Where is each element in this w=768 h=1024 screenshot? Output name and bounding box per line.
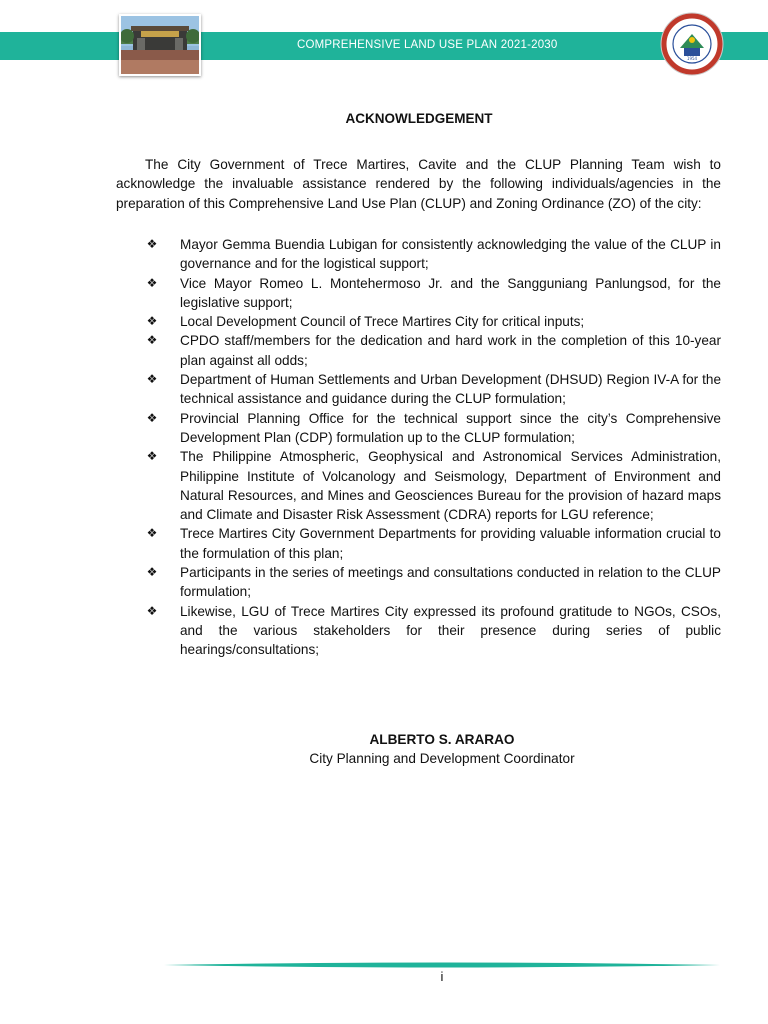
list-item-text: Likewise, LGU of Trece Martires City expressed its profound gratitude to NGOs, CSOs, and the various stakeholders for their presence during series of public hearings/consultations; <box>180 603 721 658</box>
diamond-bullet-icon: ❖ <box>146 314 158 329</box>
header-title: COMPREHENSIVE LAND USE PLAN 2021-2030 <box>297 39 558 51</box>
city-seal-icon <box>660 12 724 76</box>
list-item-text: Department of Human Settlements and Urban Development (DHSUD) Region IV-A for the technical assistance and guidance during the CLUP formulation; <box>180 372 721 407</box>
diamond-bullet-icon: ❖ <box>146 372 158 387</box>
list-item <box>116 602 721 660</box>
page-number: i <box>440 969 444 984</box>
document-title: ACKNOWLEDGEMENT <box>345 111 493 126</box>
footer-divider <box>164 956 720 964</box>
list-item-text: Participants in the series of meetings and consultations conducted in relation to the CLUP formulation; <box>180 565 721 600</box>
list-item-text: The Philippine Atmospheric, Geophysical and Astronomical Services Administration, Philippine Institute of Volcanology and Seismology, Department of Environment and Natural Resources, and Mines and Geosciences Bureau for the provision of hazard maps and Climate and Disaster Risk Assessment (CDRA) reports for LGU reference; <box>180 449 721 523</box>
diamond-bullet-icon: ❖ <box>146 275 158 290</box>
acknowledgement-list <box>116 235 721 660</box>
list-item <box>116 370 721 409</box>
list-item <box>116 524 721 563</box>
signatory-name: ALBERTO S. ARARAO <box>369 732 515 747</box>
diamond-bullet-icon: ❖ <box>146 237 158 251</box>
list-item <box>116 409 721 448</box>
list-item-text: Local Development Council of Trece Martires City for critical inputs; <box>180 314 585 330</box>
intro-paragraph: The City Government of Trece Martires, Cavite and the CLUP Planning Team wish to acknowledge the invaluable assistance rendered by the following individuals/agencies in the preparation of this Comprehensive Land Use Plan (CLUP) and Zoning Ordinance (ZO) of the city: <box>116 157 721 211</box>
list-item <box>116 235 721 274</box>
diamond-bullet-icon: ❖ <box>146 410 158 425</box>
list-item-text: Provincial Planning Office for the technical support since the city’s Comprehensive Development Plan (CDP) formulation up to the CLUP formulation; <box>180 410 721 445</box>
list-item-text: Trece Martires City Government Departments for providing valuable information crucial to the formulation of this plan; <box>180 526 721 561</box>
diamond-bullet-icon: ❖ <box>146 603 158 618</box>
list-item <box>116 331 721 370</box>
city-hall-photo <box>119 14 201 76</box>
list-item <box>116 447 721 524</box>
signatory-position: City Planning and Development Coordinator <box>309 751 575 766</box>
diamond-bullet-icon: ❖ <box>146 333 158 348</box>
diamond-bullet-icon: ❖ <box>146 526 158 541</box>
list-item-text: Vice Mayor Romeo L. Montehermoso Jr. and the Sangguniang Panlungsod, for the legislative support; <box>180 275 721 310</box>
diamond-bullet-icon: ❖ <box>146 565 158 580</box>
list-item <box>116 563 721 602</box>
list-item <box>116 274 721 313</box>
list-item-text: Mayor Gemma Buendia Lubigan for consistently acknowledging the value of the CLUP in governance and for the logistical support; <box>180 237 721 272</box>
list-item-text: CPDO staff/members for the dedication and hard work in the completion of this 10-year plan against all odds; <box>180 333 721 368</box>
seal-year: 1954 <box>686 56 698 61</box>
list-item <box>116 312 721 331</box>
diamond-bullet-icon: ❖ <box>146 449 158 464</box>
